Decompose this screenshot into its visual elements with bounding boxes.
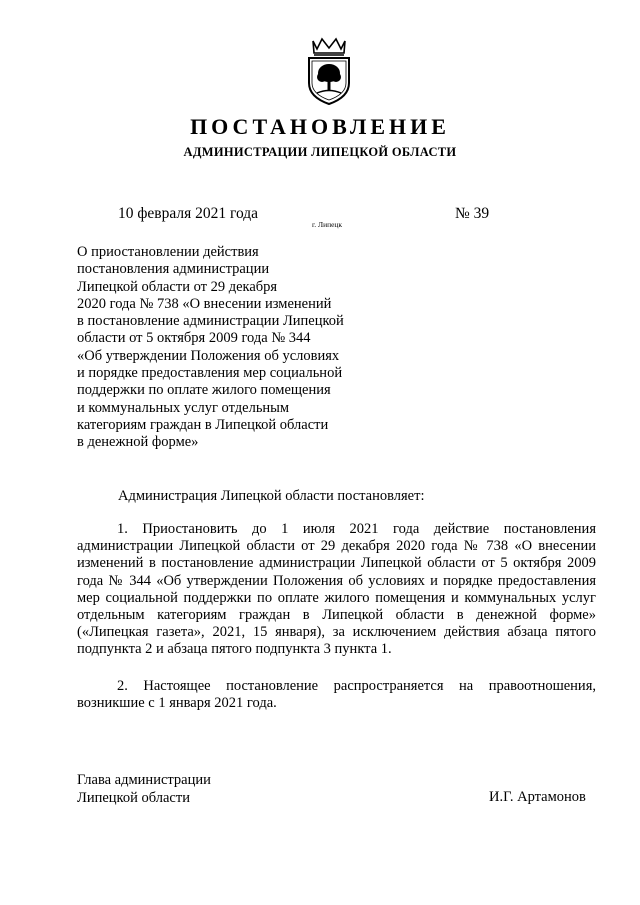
- heading-line: О приостановлении действия: [77, 244, 259, 260]
- heading-line: в денежной форме»: [77, 434, 199, 451]
- signatory-position: [77, 771, 211, 807]
- document-subtitle: АДМИНИСТРАЦИИ ЛИПЕЦКОЙ ОБЛАСТИ: [183, 145, 457, 159]
- signatory-position-line: Глава администрации: [77, 772, 211, 788]
- document-heading: [77, 244, 377, 452]
- document-date: 10 февраля 2021 года: [118, 205, 259, 222]
- heading-line: постановления администрации: [77, 261, 270, 278]
- paragraph-2: 2. Настоящее постановление распространяется на правоотношения, возникшие с 1 января 2021 года.: [77, 678, 596, 712]
- heading-line: и коммунальных услуг отдельным: [77, 399, 290, 416]
- resolution-intro: Администрация Липецкой области постановляет:: [118, 488, 425, 504]
- document-city: г. Липецк: [312, 220, 343, 229]
- document-title: ПОСТАНОВЛЕНИЕ: [190, 114, 450, 139]
- heading-line: в постановление администрации Липецкой: [77, 313, 344, 330]
- heading-line: поддержки по оплате жилого помещения: [77, 382, 331, 399]
- heading-line: и порядке предоставления мер социальной: [77, 365, 343, 382]
- heading-line: Липецкой области от 29 декабря: [77, 278, 278, 295]
- document-number: № 39: [455, 205, 490, 222]
- signatory-position-line: Липецкой области: [77, 790, 190, 806]
- signatory-name: И.Г. Артамонов: [489, 789, 586, 805]
- heading-line: области от 5 октября 2009 года № 344: [77, 330, 311, 347]
- heading-line: 2020 года № 738 «О внесении изменений: [77, 295, 332, 312]
- heading-line: «Об утверждении Положения об условиях: [77, 347, 340, 364]
- paragraph-1: 1. Приостановить до 1 июля 2021 года действие постановления администрации Липецкой области от 29 декабря 2020 года № 738 «О внесении изменений в постановление администрации Липецкой области от 5 октября 2009 года № 344 «Об утверждении Положения об условиях и порядке предоставления мер социальной поддержки по оплате жилого помещения и коммунальных услуг отдельным категориям граждан в Липецкой области в денежной форме» («Липецкая газета», 2021, 15 января), за исключением действия абзаца пятого подпункта 2 и абзаца пятого подпункта 3 пункта 1.: [77, 521, 596, 658]
- heading-line: категориям граждан в Липецкой области: [77, 416, 329, 433]
- coat-of-arms-icon: [297, 35, 361, 107]
